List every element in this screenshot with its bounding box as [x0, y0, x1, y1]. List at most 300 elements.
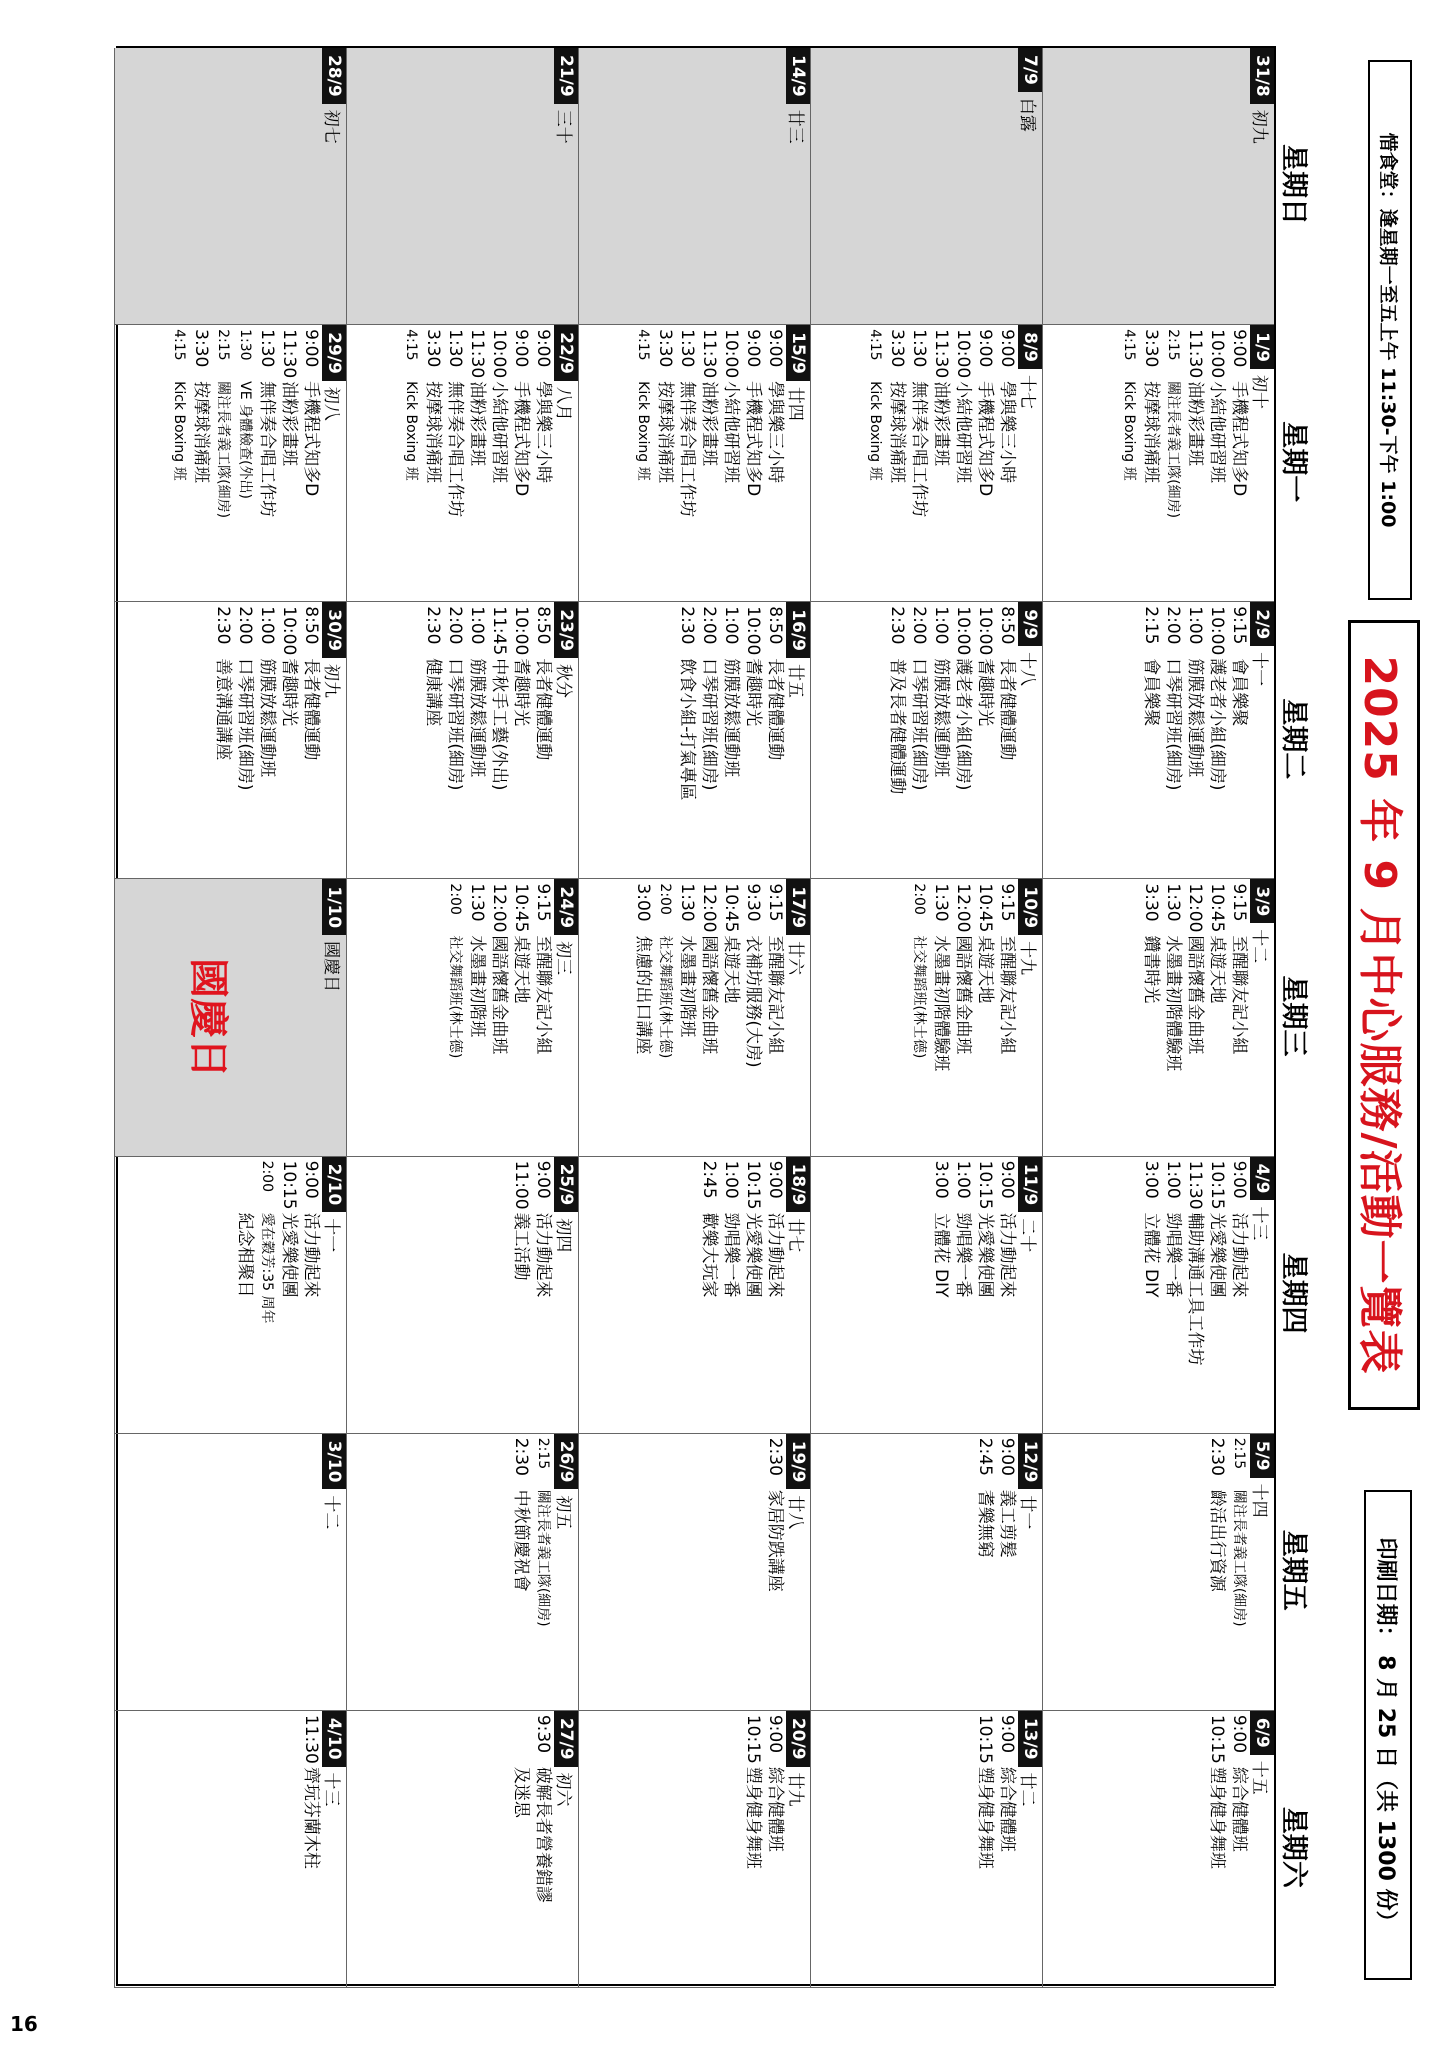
lunar-date: 初九	[1249, 109, 1270, 144]
event-name: 手機程式知多D	[975, 381, 995, 497]
event-item	[632, 879, 654, 1155]
event-item	[952, 1157, 974, 1433]
event-item	[1140, 1157, 1162, 1433]
event-item	[698, 879, 720, 1155]
event-time: 10:00	[279, 606, 299, 656]
day-header	[1250, 1711, 1274, 1987]
event-time: 10:45	[1207, 883, 1227, 933]
lunar-date: 廿一	[1017, 1495, 1038, 1530]
event-item	[510, 879, 532, 1155]
day-cell	[114, 1711, 346, 1988]
event-time: 11:00	[511, 1160, 531, 1210]
event-name: 口琴研習班(細房)	[699, 658, 719, 791]
date-badge: 26/9	[554, 1434, 578, 1490]
lunar-date: 初五	[553, 1495, 574, 1530]
lunar-date: 初七	[321, 109, 342, 144]
event-time: 10:15	[743, 1160, 763, 1210]
event-item	[1184, 879, 1206, 1155]
event-item	[1162, 325, 1184, 601]
event-time: 3:00	[931, 1160, 951, 1199]
event-item	[1184, 602, 1206, 878]
event-item	[234, 1157, 256, 1433]
day-header	[1018, 1711, 1042, 1987]
event-item	[996, 1434, 1018, 1710]
event-name: 普及長者健體運動	[887, 658, 907, 795]
event-item	[974, 1157, 996, 1433]
lunar-date: 白露	[1017, 97, 1038, 132]
weekday-label: 星期五	[1278, 1529, 1309, 1611]
event-name: 油粉彩畫班	[467, 381, 487, 467]
lunar-date: 十三	[1249, 1206, 1270, 1241]
day-header	[1250, 48, 1274, 324]
event-time: 2:00	[235, 606, 255, 645]
day-header	[322, 1434, 346, 1710]
event-time: 10:15	[743, 1714, 763, 1764]
event-item	[532, 325, 554, 601]
event-name: Kick Boxing 班	[1121, 381, 1137, 481]
day-cell	[810, 325, 1042, 602]
event-time: 9:00	[1229, 329, 1249, 368]
event-name: 光愛樂使團	[279, 1212, 299, 1298]
weekday-label: 星期日	[1278, 144, 1309, 226]
event-item	[996, 325, 1018, 601]
lunar-date: 十八	[1017, 652, 1038, 687]
event-time: 12:00	[699, 883, 719, 933]
event-time: 10:00	[1207, 606, 1227, 656]
lunar-date: 十二	[321, 1495, 342, 1530]
event-name: 水墨畫初階體驗班	[931, 935, 951, 1072]
event-time: 2:00	[447, 883, 463, 915]
date-badge: 22/9	[554, 325, 578, 381]
event-name: 齡活出行資源	[1207, 1489, 1227, 1592]
event-item	[764, 325, 786, 601]
event-name: 無伴奏合唱工作坊	[677, 381, 697, 518]
event-item	[742, 1157, 764, 1433]
event-item	[996, 879, 1018, 1155]
event-time: 2:30	[887, 606, 907, 645]
event-name: 長者健體運動	[765, 658, 785, 761]
day-header	[322, 1157, 346, 1433]
event-time: 10:00	[975, 606, 995, 656]
event-item	[234, 602, 256, 878]
event-item	[720, 602, 742, 878]
day-header	[322, 325, 346, 601]
event-item	[168, 325, 190, 601]
event-name: VE 身體檢查(外出)	[237, 381, 253, 499]
day-header	[1018, 325, 1042, 601]
event-time: 2:00	[911, 883, 927, 915]
event-time: 11:30	[279, 329, 299, 379]
event-item	[930, 325, 952, 601]
day-header	[1018, 879, 1042, 1155]
event-time: 11:30	[301, 1714, 321, 1764]
event-time: 10:45	[721, 883, 741, 933]
event-item	[510, 325, 532, 601]
event-time: 2:15	[1141, 606, 1161, 645]
event-name: 至醒聯友記小組	[765, 935, 785, 1055]
event-item	[488, 602, 510, 878]
event-time: 3:00	[1141, 1160, 1161, 1199]
event-name: 立體花 DIY	[1141, 1212, 1161, 1298]
event-time: 10:15	[279, 1160, 299, 1210]
weekday-label: 星期一	[1278, 421, 1309, 503]
date-badge: 25/9	[554, 1157, 578, 1213]
event-name: 小結他研習班	[721, 381, 741, 484]
event-name: 水墨畫初階班	[467, 935, 487, 1038]
event-item	[532, 1711, 554, 1987]
event-item	[532, 879, 554, 1155]
event-item	[908, 879, 930, 1155]
event-name: 國語懷舊金曲班	[1185, 935, 1205, 1055]
date-badge: 2/10	[322, 1157, 346, 1213]
event-item	[952, 602, 974, 878]
event-name: 歡樂大玩家	[699, 1212, 719, 1298]
event-item	[930, 602, 952, 878]
event-item	[654, 325, 676, 601]
event-time: 11:30	[467, 329, 487, 379]
day-header	[786, 1157, 810, 1433]
date-badge: 2/9	[1250, 602, 1274, 646]
event-name: 綜合健體班	[997, 1766, 1017, 1852]
date-badge: 20/9	[786, 1711, 810, 1767]
event-time: 1:00	[1185, 606, 1205, 645]
event-time: 2:15	[1165, 329, 1181, 361]
day-cell	[810, 48, 1042, 325]
date-badge: 29/9	[322, 325, 346, 381]
day-cell	[346, 1157, 578, 1434]
event-name: 輔助溝通工具工作坊	[1185, 1212, 1205, 1366]
event-time: 8:50	[997, 606, 1017, 645]
day-header	[554, 602, 578, 878]
event-time: 2:30	[423, 606, 443, 645]
event-name: 義工剪髮	[997, 1489, 1017, 1558]
event-name: 按摩球消痛班	[887, 381, 907, 484]
event-time	[234, 1161, 256, 1213]
event-time: 4:15	[1121, 329, 1137, 361]
event-name: Kick Boxing 班	[635, 381, 651, 481]
event-item	[742, 602, 764, 878]
event-item	[1206, 879, 1228, 1155]
page-title: 2025 年 9 月中心服務/活動一覽表	[1348, 620, 1420, 1410]
event-name: 筋膜放鬆運動班	[257, 658, 277, 778]
event-name: 勁唱樂一番	[721, 1212, 741, 1298]
event-time: 10:15	[1207, 1714, 1227, 1764]
lunar-date: 八月	[553, 386, 574, 421]
event-name: Kick Boxing 班	[403, 381, 419, 481]
event-name: 口琴研習班(細房)	[235, 658, 255, 791]
event-name: 塑身健身舞班	[975, 1766, 995, 1869]
event-name: 按摩球消痛班	[191, 381, 211, 484]
date-badge: 9/9	[1018, 602, 1042, 646]
event-time: 2:30	[213, 606, 233, 645]
lunar-date: 二十	[1017, 1218, 1038, 1253]
event-name: 活力動起來	[301, 1212, 321, 1298]
lunar-date: 廿二	[1017, 1772, 1038, 1807]
date-badge: 30/9	[322, 602, 346, 658]
event-name: 活力動起來	[1229, 1212, 1249, 1298]
day-header	[554, 1711, 578, 1987]
date-badge: 3/9	[1250, 879, 1274, 923]
event-item	[532, 1157, 554, 1433]
event-time: 9:00	[997, 1437, 1017, 1476]
lunar-date: 廿七	[785, 1218, 806, 1253]
day-header	[1018, 1157, 1042, 1433]
event-name: 口琴研習班(細房)	[909, 658, 929, 791]
event-name: 長者健體運動	[997, 658, 1017, 761]
event-item	[974, 602, 996, 878]
event-name: 桌遊天地	[975, 935, 995, 1004]
event-item	[676, 602, 698, 878]
event-item	[212, 325, 234, 601]
event-name: 無伴奏合唱工作坊	[257, 381, 277, 518]
event-item	[300, 602, 322, 878]
event-item	[1228, 1157, 1250, 1433]
event-time: 3:30	[1141, 329, 1161, 368]
day-header	[554, 1157, 578, 1433]
event-item	[1228, 602, 1250, 878]
day-cell	[1042, 602, 1274, 879]
event-item	[698, 1157, 720, 1433]
event-item	[278, 602, 300, 878]
event-time: 1:30	[467, 883, 487, 922]
lunar-date: 三十	[553, 109, 574, 144]
event-item	[1184, 325, 1206, 601]
event-time: 9:15	[533, 883, 553, 922]
event-time: 9:00	[765, 329, 785, 368]
event-time: 9:00	[533, 329, 553, 368]
event-time: 1:30	[909, 329, 929, 368]
event-time: 9:30	[533, 1714, 553, 1754]
event-time: 9:00	[301, 329, 321, 368]
event-name: 筋膜放鬆運動班	[931, 658, 951, 778]
event-name: 筋膜放鬆運動班	[1185, 658, 1205, 778]
event-name: 耆趣時光	[743, 658, 763, 727]
event-item	[1228, 1434, 1250, 1710]
event-name: 勁唱樂一番	[953, 1212, 973, 1298]
event-name: 護老者小組(細房)	[953, 658, 973, 791]
event-name: 桌遊天地	[1207, 935, 1227, 1004]
event-item	[1184, 1157, 1206, 1433]
event-time: 3:30	[423, 329, 443, 368]
event-item	[632, 325, 654, 601]
event-time: 12:00	[489, 883, 509, 933]
event-item	[742, 325, 764, 601]
day-header	[1250, 325, 1274, 601]
event-item	[510, 1157, 532, 1433]
weekday-label: 星期四	[1278, 1252, 1309, 1334]
event-name: 無伴奏合唱工作坊	[909, 381, 929, 518]
date-badge: 18/9	[786, 1157, 810, 1213]
event-time: 1:00	[931, 606, 951, 645]
event-time: 1:30	[677, 329, 697, 368]
event-name: 健康講座	[423, 658, 443, 727]
event-time: 2:15	[535, 1437, 551, 1470]
event-item	[698, 602, 720, 878]
day-cell	[346, 1711, 578, 1988]
date-badge: 10/9	[1018, 879, 1042, 935]
event-time: 4:15	[403, 329, 419, 361]
event-item	[488, 325, 510, 601]
event-name: 手機程式知多D	[1229, 381, 1249, 497]
event-time: 1:00	[467, 606, 487, 645]
day-header	[786, 1711, 810, 1987]
day-header	[1018, 48, 1042, 324]
event-name: 耆趣時光	[975, 658, 995, 727]
event-name: 長者健體運動	[301, 658, 321, 761]
event-item	[974, 1434, 996, 1710]
day-cell	[578, 1157, 810, 1434]
event-item	[1118, 325, 1140, 601]
event-time: 1:00	[721, 606, 741, 645]
event-time: 10:45	[975, 883, 995, 933]
lunar-date: 初三	[553, 941, 574, 976]
day-cell	[114, 602, 346, 879]
event-name: 中秋節慶祝會	[511, 1489, 531, 1592]
date-badge: 8/9	[1018, 325, 1042, 369]
event-time: 12:00	[953, 883, 973, 933]
event-name: 綜合健體班	[1229, 1766, 1249, 1852]
lunar-date: 十四	[1249, 1483, 1270, 1518]
event-time: 1:30	[237, 329, 253, 361]
event-name: 會員樂聚	[1141, 658, 1161, 727]
event-name: 桌遊天地	[511, 935, 531, 1004]
event-name: 關注長者義工隊(細房)	[1165, 381, 1181, 519]
day-cell	[346, 879, 578, 1156]
event-item	[1162, 879, 1184, 1155]
event-name: 手機程式知多D	[743, 381, 763, 497]
event-item	[278, 1157, 300, 1433]
event-time: 11:30	[1185, 1160, 1205, 1210]
event-time: 8:50	[301, 606, 321, 645]
event-time: 10:15	[975, 1714, 995, 1764]
event-item	[996, 602, 1018, 878]
event-name: 按摩球消痛班	[655, 381, 675, 484]
event-time: 2:30	[765, 1437, 785, 1476]
event-time: 3:00	[633, 883, 653, 922]
day-cell	[114, 325, 346, 602]
event-time: 2:00	[699, 606, 719, 645]
event-time: 9:00	[301, 1160, 321, 1199]
event-item	[256, 602, 278, 878]
event-item	[1206, 1711, 1228, 1987]
event-name: 關注長者義工隊(細房)	[215, 381, 231, 519]
day-cell	[1042, 1157, 1274, 1434]
event-name: 國語懷舊金曲班	[699, 935, 719, 1055]
day-header	[1018, 1434, 1042, 1710]
event-name: 義工活動	[511, 1212, 531, 1281]
event-time: 1:30	[1163, 883, 1183, 922]
day-cell	[346, 602, 578, 879]
event-name: 至醒聯友記小組	[1229, 935, 1249, 1055]
day-cell	[578, 879, 810, 1156]
event-time: 9:15	[1229, 883, 1249, 922]
day-header	[786, 879, 810, 1155]
event-item	[1140, 879, 1162, 1155]
event-name: 愛在穀芳:35 周年	[259, 1212, 275, 1324]
event-time: 10:15	[1207, 1160, 1227, 1210]
event-time: 8:50	[765, 606, 785, 645]
lunar-date: 十二	[1249, 929, 1270, 964]
event-item	[864, 325, 886, 601]
event-name: Kick Boxing 班	[171, 381, 187, 481]
event-name: 活力動起來	[533, 1212, 553, 1298]
day-header	[554, 48, 578, 324]
event-item	[908, 325, 930, 601]
event-name: 至醒聯友記小組	[997, 935, 1017, 1055]
event-name: 中秋手工藝(外出)	[489, 658, 509, 791]
date-badge: 21/9	[554, 48, 578, 104]
event-item	[444, 879, 466, 1155]
lunar-date: 廿三	[785, 109, 806, 144]
day-header	[786, 48, 810, 324]
event-name: 國語懷舊金曲班	[489, 935, 509, 1055]
lunar-date: 十一	[321, 1218, 342, 1253]
event-name: 善意溝通講座	[213, 658, 233, 761]
event-time: 2:15	[1231, 1437, 1247, 1470]
event-name: 破解長者營養錯謬	[533, 1766, 553, 1903]
event-time: 4:15	[867, 329, 883, 361]
event-item	[1228, 1711, 1250, 1987]
event-time: 11:30	[1185, 329, 1205, 379]
event-name: 小結他研習班	[489, 381, 509, 484]
event-name: 至醒聯友記小組	[533, 935, 553, 1055]
event-item	[1140, 602, 1162, 878]
event-item	[720, 1157, 742, 1433]
day-header	[1250, 602, 1274, 878]
day-cell	[578, 325, 810, 602]
event-item	[510, 602, 532, 878]
event-name: 耆趣時光	[511, 658, 531, 727]
event-name: 立體花 DIY	[931, 1212, 951, 1298]
event-item	[974, 1711, 996, 1987]
event-item	[444, 602, 466, 878]
day-header	[322, 1711, 346, 1987]
event-name: 筋膜放鬆運動班	[467, 658, 487, 778]
event-time: 9:00	[1229, 1160, 1249, 1199]
event-item	[300, 1711, 322, 1987]
event-time: 9:00	[511, 329, 531, 368]
lunar-date: 廿六	[785, 941, 806, 976]
date-badge: 14/9	[786, 48, 810, 104]
event-name: 勁唱樂一番	[1163, 1212, 1183, 1298]
event-time: 1:30	[257, 329, 277, 368]
canteen-notice: 惜食堂：逢星期一至五上午 11:30-下午 1:00	[1368, 60, 1412, 600]
lunar-date: 十九	[1017, 941, 1038, 976]
event-time: 11:45	[489, 606, 509, 656]
event-item	[654, 879, 676, 1155]
event-name: 光愛樂使團	[975, 1212, 995, 1298]
event-name: 會員樂聚	[1229, 658, 1249, 727]
event-time: 2:00	[657, 883, 673, 915]
event-name: 衣補坊服務(大房)	[743, 935, 763, 1068]
event-item	[190, 325, 212, 601]
day-cell	[578, 1711, 810, 1988]
event-time: 2:00	[1163, 606, 1183, 645]
event-time: 9:15	[765, 883, 785, 922]
date-badge: 13/9	[1018, 1711, 1042, 1767]
day-header	[322, 602, 346, 878]
event-item	[532, 1434, 554, 1710]
event-time: 1:00	[1163, 1160, 1183, 1199]
event-item	[952, 325, 974, 601]
date-badge: 19/9	[786, 1434, 810, 1490]
event-item	[676, 879, 698, 1155]
day-header	[554, 325, 578, 601]
event-item	[1162, 1157, 1184, 1433]
date-badge: 17/9	[786, 879, 810, 935]
lunar-date: 廿八	[785, 1495, 806, 1530]
date-badge: 28/9	[322, 48, 346, 104]
